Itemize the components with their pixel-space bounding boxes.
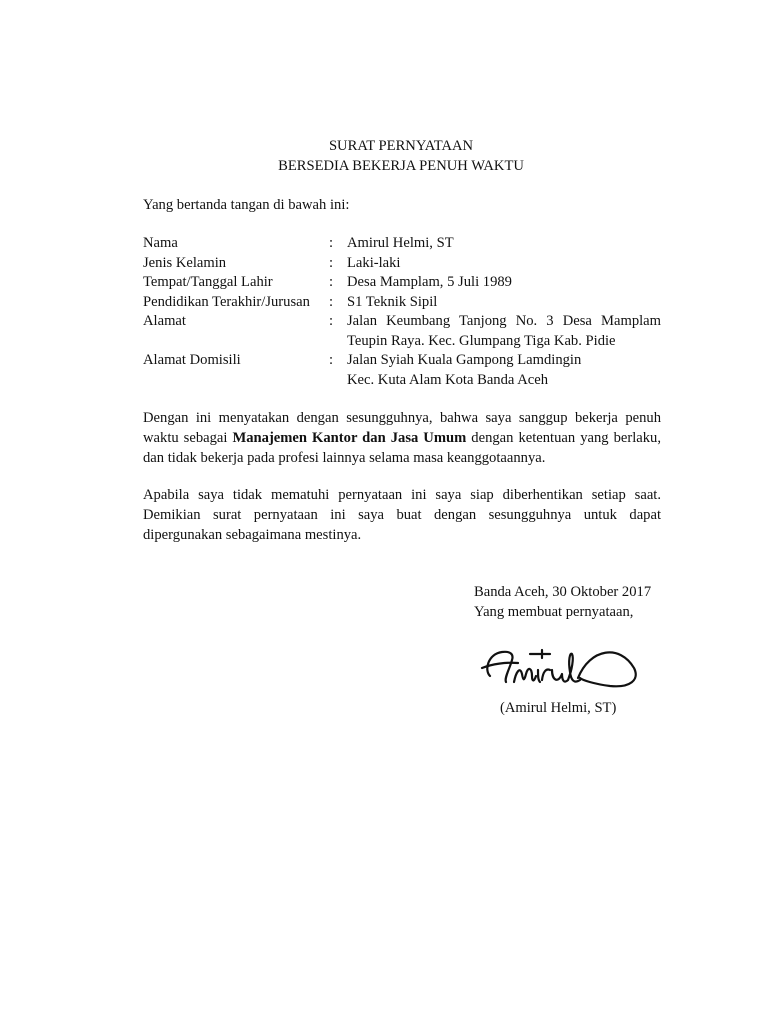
field-row-alamat-domisili	[143, 351, 661, 390]
maker-label: Yang membuat pernyataan,	[474, 604, 634, 620]
field-label: Jenis Kelamin	[143, 254, 227, 271]
field-separator: :	[329, 274, 334, 290]
field-value: Amirul Helmi, ST	[347, 235, 454, 251]
field-label: Alamat Domisili	[143, 352, 241, 368]
place-date: Banda Aceh, 30 Oktober 2017	[474, 584, 652, 600]
field-value: Desa Mamplam, 5 Juli 1989	[347, 274, 512, 290]
statement-paragraph: Dengan ini menyatakan dengan sesungguhnya, bahwa saya sanggup bekerja penuh waktu sebagai Manajemen Kantor dan Jasa Umum dengan ketentuan yang berlaku, dan tidak bekerja pada profesi lainnya selama masa keanggotaannya.	[143, 410, 661, 466]
field-row-nama	[143, 234, 661, 254]
field-value: Jalan Syiah Kuala Gampong Lamdingin Kec. Kuta Alam Kota Banda Aceh	[347, 352, 582, 388]
document-title: SURAT PERNYATAAN	[328, 138, 474, 154]
field-separator: :	[329, 254, 334, 271]
field-separator: :	[329, 352, 334, 368]
document-subtitle: BERSEDIA BEKERJA PENUH WAKTU	[278, 158, 524, 174]
field-row-pendidikan	[143, 293, 661, 313]
position-name: Manajemen Kantor dan Jasa Umum	[232, 430, 467, 446]
field-label: Nama	[143, 235, 178, 251]
field-row-alamat	[143, 312, 661, 351]
signer-name: (Amirul Helmi, ST)	[500, 700, 617, 716]
field-value: Jalan Keumbang Tanjong No. 3 Desa Mamplam Teupin Raya. Kec. Glumpang Tiga Kab. Pidie	[347, 313, 661, 349]
field-value: Laki-laki	[347, 254, 401, 271]
signature-block	[474, 582, 651, 622]
identity-fields	[143, 234, 661, 390]
handwritten-signature	[470, 630, 648, 698]
field-label: Alamat	[143, 313, 186, 329]
closing-paragraph: Apabila saya tidak mematuhi pernyataan ini saya siap diberhentikan setiap saat. Demikian surat pernyataan ini saya buat dengan sesungguhnya untuk dapat dipergunakan sebagaimana mestinya.	[143, 487, 661, 543]
intro-text: Yang bertanda tangan di bawah ini:	[143, 197, 350, 213]
field-separator: :	[329, 313, 334, 329]
field-value: S1 Teknik Sipil	[347, 293, 438, 310]
field-label: Tempat/Tanggal Lahir	[143, 274, 273, 290]
field-separator: :	[329, 235, 334, 251]
field-label: Pendidikan Terakhir/Jurusan	[143, 293, 310, 310]
field-row-jenis-kelamin	[143, 254, 661, 274]
field-separator: :	[329, 293, 334, 310]
field-row-tempat-tanggal-lahir	[143, 273, 661, 293]
